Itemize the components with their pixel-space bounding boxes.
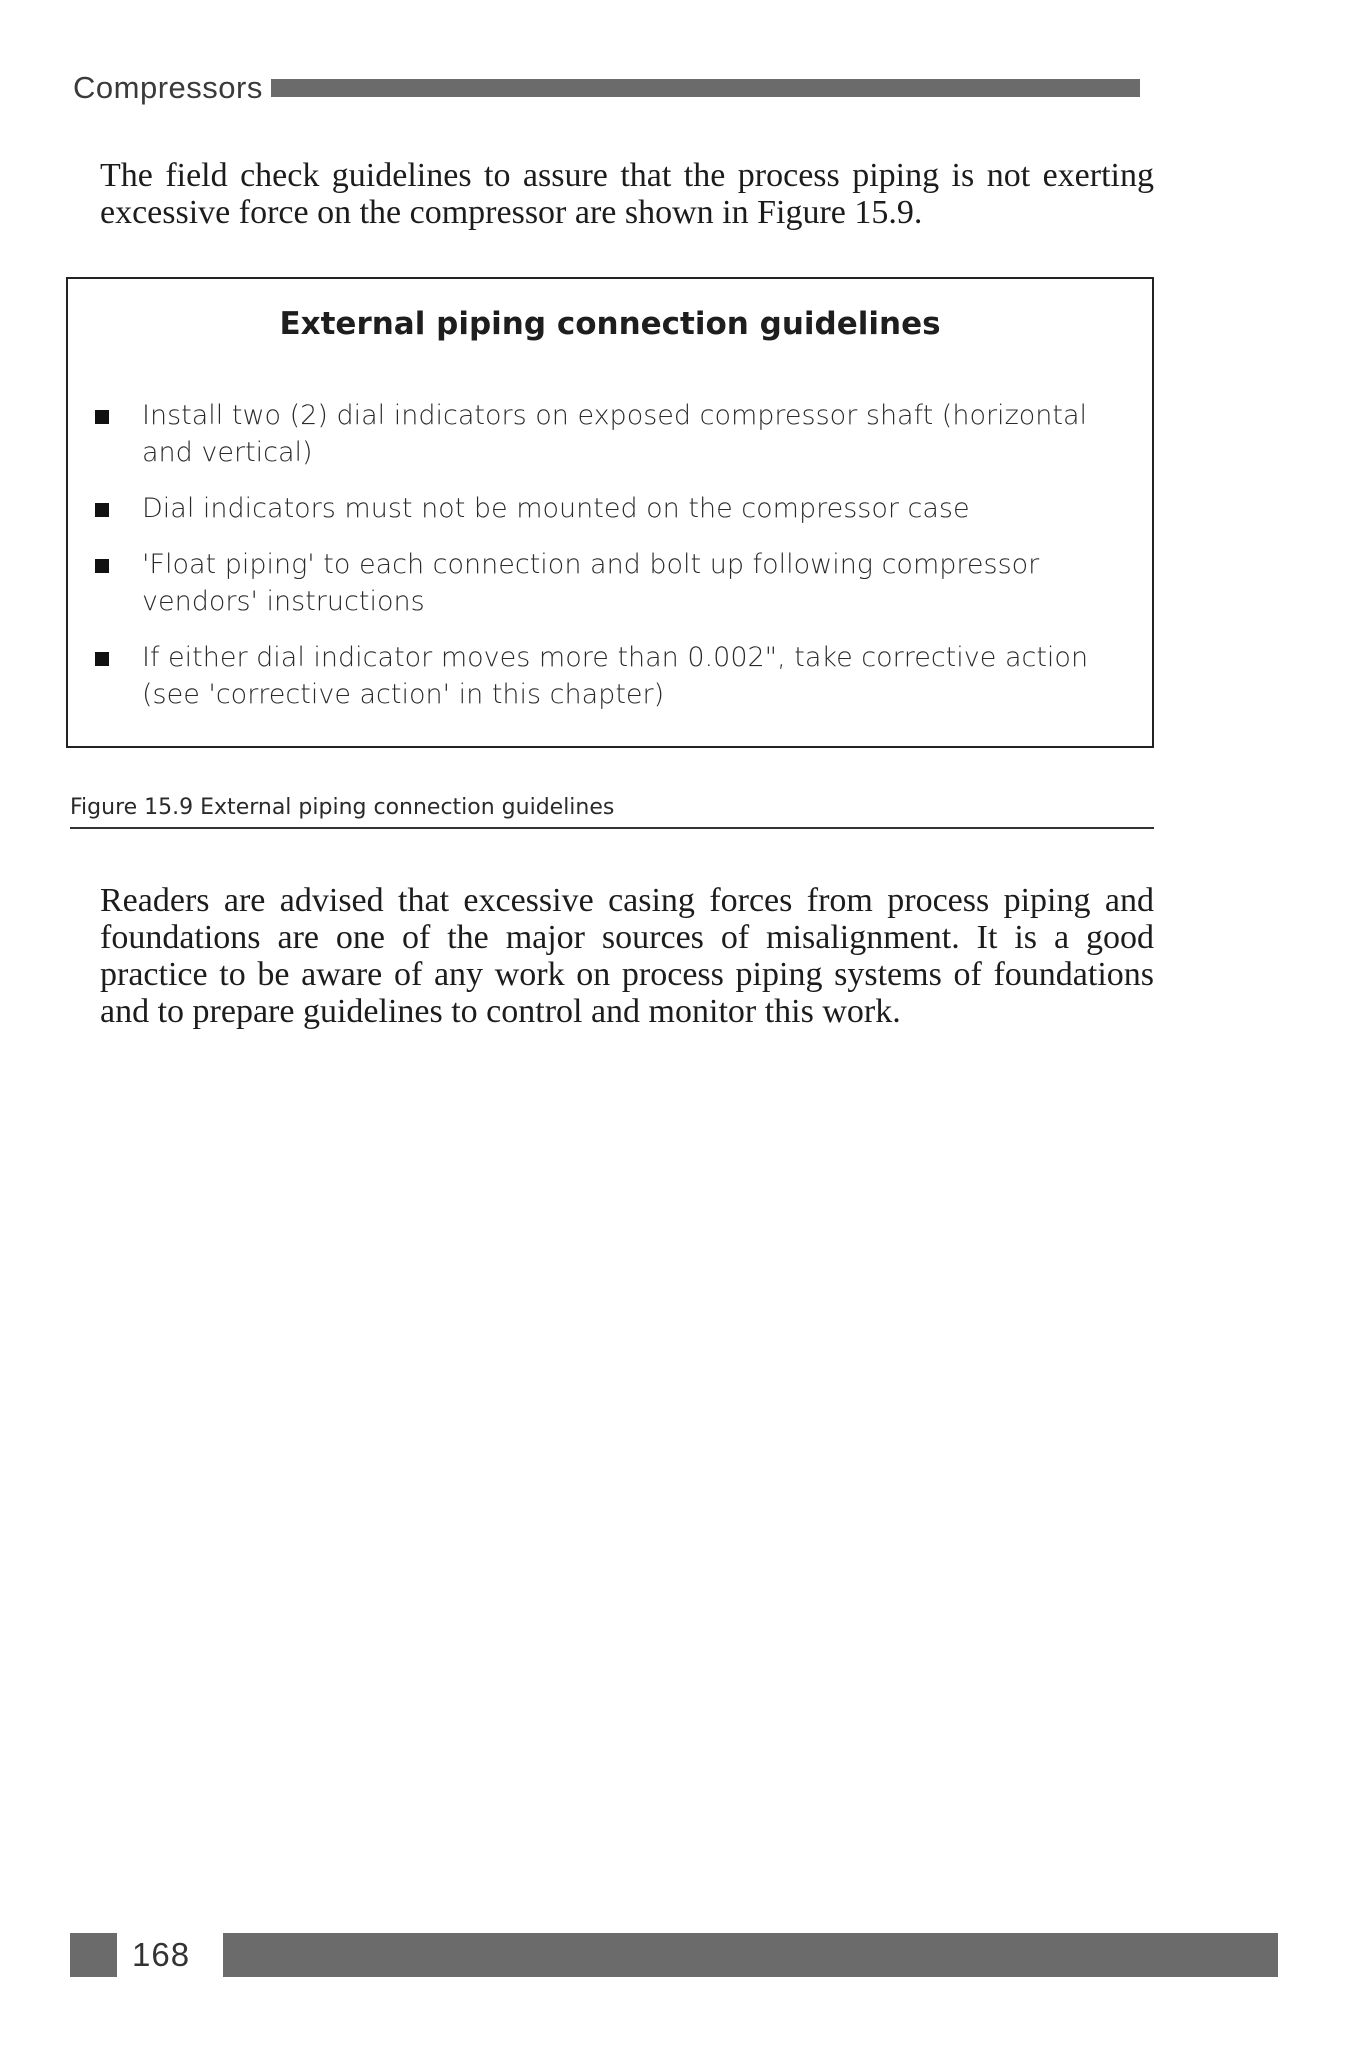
guidelines-list xyxy=(68,397,1152,732)
running-header xyxy=(73,68,1140,108)
list-item-text: 'Float piping' to each connection and bolt up following compressor vendors' instructions xyxy=(142,549,1040,617)
list-item-text: Dial indicators must not be mounted on the compressor case xyxy=(142,493,970,524)
square-bullet-icon xyxy=(95,410,109,424)
square-bullet-icon xyxy=(95,559,109,573)
list-item xyxy=(68,546,1152,620)
page-footer xyxy=(70,1933,1278,1977)
running-title: Compressors xyxy=(73,70,263,105)
list-item-text: If either dial indicator moves more than 0.002", take corrective action (see 'corrective action' in this chapter) xyxy=(142,642,1089,710)
guidelines-figure-box xyxy=(66,277,1154,748)
figure-caption: Figure 15.9 External piping connection guidelines xyxy=(70,793,1154,829)
closing-paragraph: Readers are advised that excessive casing forces from process piping and foundations are one of the major sources of misalignment. It is a good practice to be aware of any work on process piping systems of foundations and to prepare guidelines to control and monitor this work. xyxy=(100,882,1154,1030)
header-rule-bar xyxy=(271,79,1140,97)
list-item xyxy=(68,490,1152,527)
square-bullet-icon xyxy=(95,652,109,666)
intro-paragraph: The field check guidelines to assure that the process piping is not exerting excessive force on the compressor are shown in Figure 15.9. xyxy=(100,157,1154,231)
figure-box-title: External piping connection guidelines xyxy=(279,306,941,342)
list-item xyxy=(68,397,1152,471)
list-item-text: Install two (2) dial indicators on exposed compressor shaft (horizontal and vertical) xyxy=(142,400,1087,468)
list-item xyxy=(68,639,1152,713)
square-bullet-icon xyxy=(95,503,109,517)
page-number: 168 xyxy=(132,1936,191,1973)
footer-block xyxy=(70,1933,117,1977)
footer-rule-bar xyxy=(223,1933,1278,1977)
